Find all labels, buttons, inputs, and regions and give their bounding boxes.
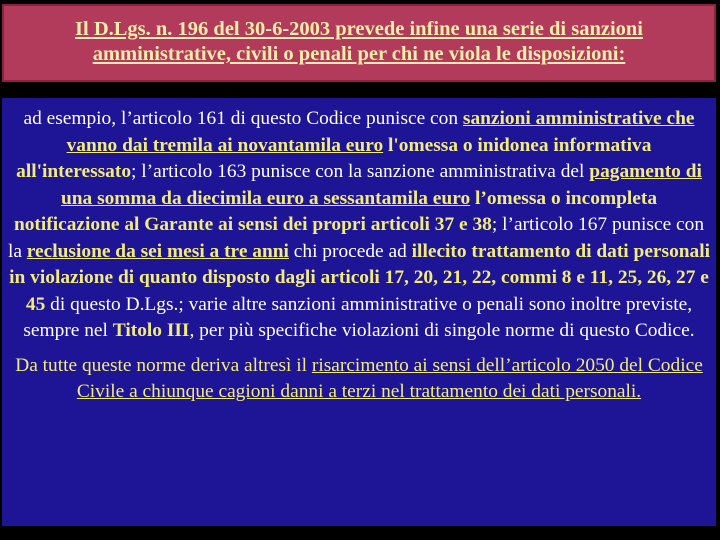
text-segment: ; l’articolo 167 punisce con la (7, 214, 705, 262)
highlight-segment: risarcimento ai sensi dell’articolo 2050 del Codice Civile a chiunque cagioni danni a terzi nel trattamento dei dati personali. (76, 354, 703, 402)
highlight-segment: sanzioni amministrative che vanno dai tremila ai novantamila euro (66, 108, 695, 156)
text-segment: di questo D.Lgs.; varie altre sanzioni amministrative o penali sono inoltre previste, sempre nel (23, 293, 693, 341)
slide-title: Il D.Lgs. n. 196 del 30-6-2003 prevede infine una serie di sanzioni amministrative, civili o penali per chi ne viola le disposizioni: (75, 18, 643, 65)
highlight-segment: Titolo III (112, 320, 190, 341)
paragraph-sanctions (6, 106, 712, 345)
highlight-segment: illecito trattamento di dati personali in violazione di quanto disposto dagli articoli 17, 20, 21, 22, commi 8 e 11, 25, 26, 27 e 45 (9, 240, 711, 315)
highlight-segment: pagamento di una somma da diecimila euro a sessantamila euro (60, 161, 702, 209)
highlight-segment: reclusione da sei mesi a tre anni (26, 240, 289, 262)
text-segment: ad esempio, l’articolo 161 di questo Codice punisce con (23, 108, 463, 129)
text-segment: Da tutte queste norme deriva altresì il (15, 354, 312, 376)
slide-title-box (2, 4, 716, 82)
text-segment: , per più specifiche violazioni di singole norme di questo Codice. (189, 320, 695, 341)
highlight-segment: l’omessa o incompleta notificazione al Garante ai sensi dei propri articoli 37 e 38 (13, 187, 658, 235)
highlight-segment: l'omessa o inidonea informativa all'interessato (16, 134, 652, 182)
slide-content-box (2, 98, 716, 526)
text-segment: ; l’articolo 163 punisce con la sanzione amministrativa del (131, 161, 590, 182)
paragraph-compensation (6, 353, 712, 406)
text-segment: chi procede ad (288, 240, 412, 262)
